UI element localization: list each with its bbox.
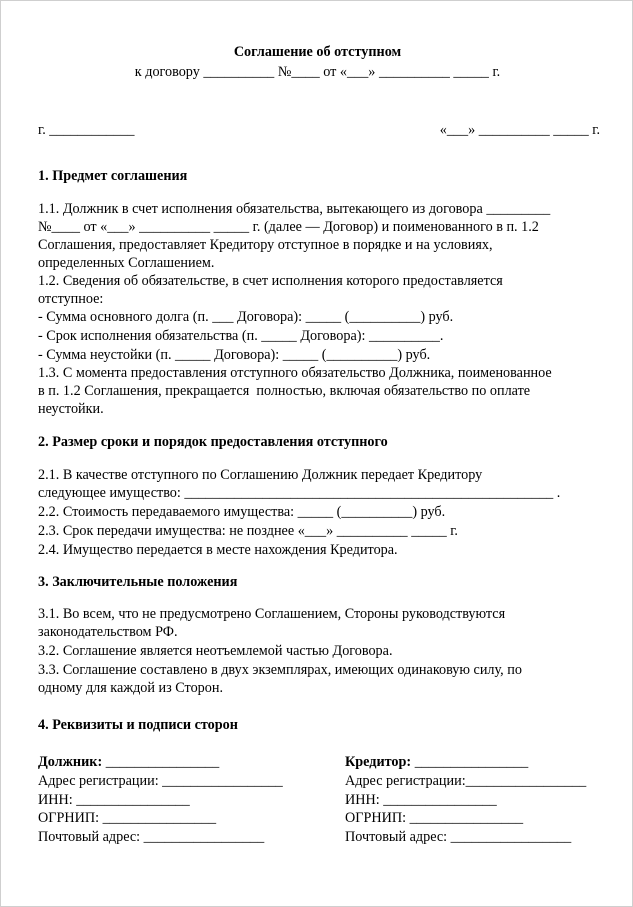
section-2-line: 2.3. Срок передачи имущества: не позднее «___» __________ _____ г. [38,523,458,539]
section-1-line: - Сумма неустойки (п. _____ Договора): _____ (__________) руб. [38,347,431,363]
date-field: «___» __________ _____ г. [439,122,600,138]
section-1-line: определенных Соглашением. [38,255,215,271]
creditor-label: Кредитор: [345,754,412,770]
section-1-line: - Сумма основного долга (п. ___ Договора): _____ (__________) руб. [38,309,454,325]
debtor-ogrnip-field: ОГРНИП: ________________ [38,810,217,826]
section-1-line: - Срок исполнения обязательства (п. _____ Договора): __________. [38,328,444,344]
debtor-blank: ________________ [102,754,220,770]
section-1-line: неустойки. [38,401,104,417]
section-1-line: 1.3. С момента предоставления отступного обязательство Должника, поименованное [38,365,552,381]
section-4-heading: 4. Реквизиты и подписи сторон [38,717,238,733]
section-3-line: 3.3. Соглашение составлено в двух экземплярах, имеющих одинаковую силу, по [38,662,522,678]
debtor-signature [38,753,219,771]
section-2-line: 2.2. Стоимость передаваемого имущества: _____ (__________) руб. [38,504,446,520]
section-3-line: одному для каждой из Сторон. [38,680,223,696]
city-field: г. ____________ [38,122,135,138]
section-1-heading: 1. Предмет соглашения [38,168,188,184]
section-1-line: в п. 1.2 Соглашения, прекращается полностью, включая обязательство по оплате [38,383,531,399]
section-3-heading: 3. Заключительные положения [38,574,238,590]
debtor-label: Должник: [38,754,103,770]
section-2-heading: 2. Размер сроки и порядок предоставления отступного [38,434,388,450]
debtor-address-field: Адрес регистрации: _________________ [38,773,283,789]
creditor-blank: ________________ [411,754,529,770]
document-subtitle: к договору __________ №____ от «___» __________ _____ г. [134,64,501,80]
section-1-line: отступное: [38,291,104,307]
creditor-signature [345,753,528,771]
creditor-postal-field: Почтовый адрес: _________________ [345,829,572,845]
creditor-inn-field: ИНН: ________________ [345,792,497,808]
section-1-line: Соглашения, предоставляет Кредитору отступное в порядке и на условиях, [38,237,493,253]
section-3-line: 3.2. Соглашение является неотъемлемой частью Договора. [38,643,393,659]
section-2-line: 2.4. Имущество передается в месте нахождения Кредитора. [38,542,398,558]
section-1-line: 1.1. Должник в счет исполнения обязательства, вытекающего из договора _________ [38,201,551,217]
section-3-line: законодательством РФ. [38,624,178,640]
section-1-line: №____ от «___» __________ _____ г. (далее — Договор) и поименованного в п. 1.2 [38,219,539,235]
section-2-line: 2.1. В качестве отступного по Соглашению Должник передает Кредитору [38,467,483,483]
document-title: Соглашение об отступном [233,44,402,60]
creditor-address-field: Адрес регистрации:_________________ [345,773,587,789]
debtor-postal-field: Почтовый адрес: _________________ [38,829,265,845]
creditor-ogrnip-field: ОГРНИП: ________________ [345,810,524,826]
section-1-line: 1.2. Сведения об обязательстве, в счет исполнения которого предоставляется [38,273,503,289]
section-2-line: следующее имущество: ____________________________________________________ . [38,485,561,501]
debtor-inn-field: ИНН: ________________ [38,792,190,808]
section-3-line: 3.1. Во всем, что не предусмотрено Соглашением, Стороны руководствуются [38,606,506,622]
